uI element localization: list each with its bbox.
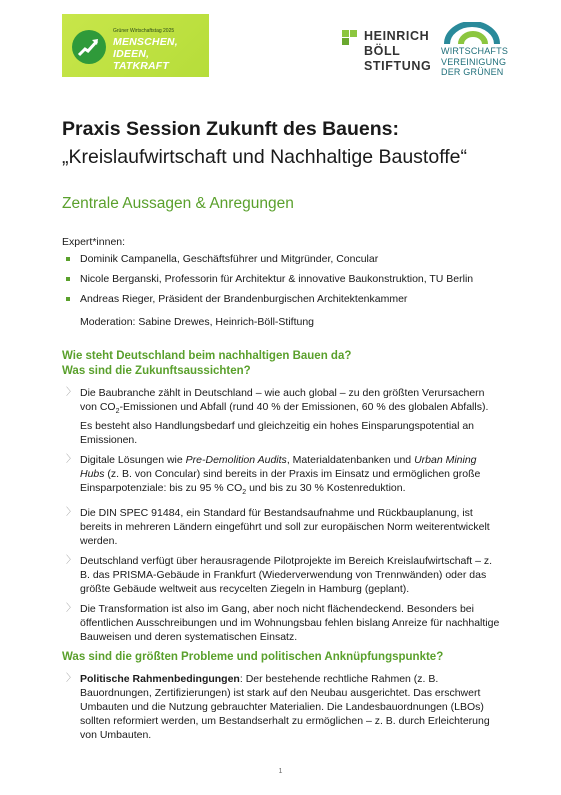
wvg-logo [441, 22, 509, 82]
list-item: 〉 Digitale Lösungen wie Pre-Demolition Audits, Materialdatenbanken und Urban Mining Hubs (z. B. von Concular) sind bereits in der Praxis im Einsatz und ermöglichen große Einsparpotenziale: bis zu 95 % $CO_2$ und bis zu 30 % Kostenreduktion. [66, 454, 481, 497]
event-logo [62, 14, 209, 77]
page-subtitle: „Kreislaufwirtschaft und Nachhaltige Baustoffe“ [62, 146, 468, 168]
question-2-list [62, 672, 502, 748]
experts-label: Expert*innen: [62, 236, 126, 248]
list-item: 〉 Die Transformation ist also im Gang, aber noch nicht flächendeckend. Besonders bei öffentlichen Ausschreibungen und im Wohnungsbau fehlen bislang Anreize für nachhaltige Bauweisen und deren systematischen Einsatz. [66, 603, 500, 644]
moderation-text: Moderation: Sabine Drewes, Heinrich-Böll-Stiftung [80, 316, 315, 328]
chevron-right-icon: 〉 [66, 555, 76, 567]
chevron-right-icon: 〉 [66, 387, 76, 398]
square-bullet-icon [66, 277, 70, 281]
event-line-2: IDEEN, [113, 48, 150, 60]
square-bullet-icon [66, 257, 70, 261]
page-title: Praxis Session Zukunft des Bauens: [62, 118, 400, 140]
question-1-list [62, 386, 502, 650]
list-item: Nicole Berganski, Professorin für Architektur & innovative Baukonstruktion, TU Berlin [62, 272, 473, 292]
list-item: Andreas Rieger, Präsident der Brandenburgischen Architektenkammer [62, 292, 473, 312]
hbs-logo-text: HEINRICH BÖLL STIFTUNG [364, 29, 432, 73]
rising-arrow-icon [72, 30, 106, 64]
list-item: Dominik Campanella, Geschäftsführer und Mitgründer, Concular [62, 252, 473, 272]
chevron-right-icon: 〉 [66, 454, 76, 466]
chevron-right-icon: 〉 [66, 603, 76, 615]
page-number: 1 [278, 768, 283, 775]
arc-logo-icon [441, 22, 503, 46]
wvg-logo-text: WIRTSCHAFTS VEREINIGUNG DER GRÜNEN [441, 46, 509, 77]
question-heading-2: Was sind die größten Probleme und politischen Anknüpfungspunkte? [62, 651, 444, 663]
event-tagline: Grüner Wirtschaftstag 2025 [113, 28, 175, 34]
chevron-right-icon: 〉 [66, 673, 76, 684]
chevron-right-icon: 〉 [66, 507, 76, 519]
list-item: 〉 Deutschland verfügt über herausragende Pilotprojekte im Bereich Kreislaufwirtschaft – z. B. das PRISMA-Gebäude in Frankfurt (Wiederverwendung von Trennwänden) oder das größte Gebäude weltweit aus recycelten Ziegeln in Hamburg (geplant). [66, 555, 493, 596]
event-line-3: TATKRAFT [113, 60, 170, 72]
section-title: Zentrale Aussagen & Anregungen [62, 195, 294, 212]
event-line-1: MENSCHEN, [113, 36, 178, 48]
square-bullet-icon [66, 297, 70, 301]
question-heading-1: Wie steht Deutschland beim nachhaltigen Bauen da? Was sind die Zukunftsaussichten? [62, 350, 352, 377]
list-item: 〉 Politische Rahmenbedingungen: Der bestehende rechtliche Rahmen (z. B. Bauordnungen, Zertifizierungen) ist stark auf den Neubau ausgerichtet. Das erschwert Umbauten und die Nutzung gebrauchter Materialien. Die Landesbauordnungen (LBOs) sollten reformiert werden, um Bestandserhalt zu ermöglichen – z. B. durch Erleichterung von Umbauten. [66, 673, 490, 741]
list-item: 〉 Die DIN SPEC 91484, ein Standard für Bestandsaufnahme und Rückbauplanung, ist bereits in mehreren Ländern eingeführt und soll zur europäischen Norm weiterentwickelt werden. [66, 507, 490, 548]
list-item: 〉 Die Baubranche zählt in Deutschland – wie auch global – zu den größten Verursachern von $CO_2$-Emissionen und Abfall (rund 40 % der Emissionen, 60 % des globalen Abfalls). Es besteht also Handlungsbedarf und gleichzeitig ein hohes Einsparungspotential an Emissionen. [66, 387, 489, 447]
experts-list [62, 252, 473, 312]
